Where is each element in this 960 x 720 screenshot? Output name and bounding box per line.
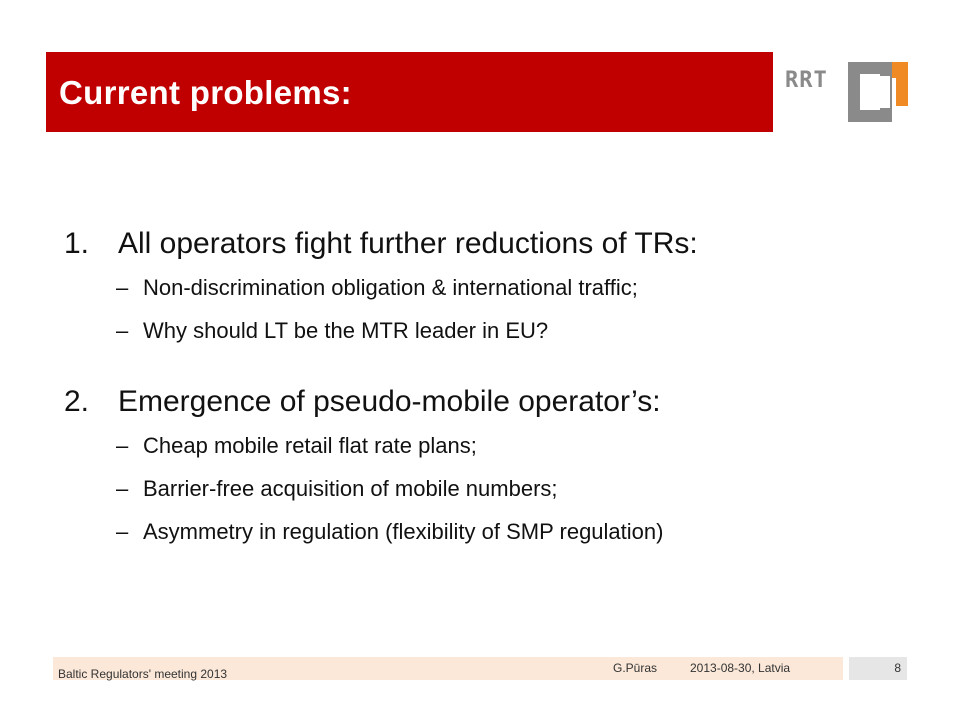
sub-point <box>64 510 924 553</box>
dash-bullet: – <box>116 476 129 501</box>
sub-point <box>64 467 924 510</box>
point-1 <box>64 222 924 266</box>
footer-event: Baltic Regulators' meeting 2013 <box>58 667 228 681</box>
logo-text: RRT <box>785 68 828 93</box>
dash-bullet: – <box>116 519 129 544</box>
dash-bullet: – <box>116 318 129 343</box>
dash-bullet: – <box>116 433 129 458</box>
page-number: 8 <box>894 661 901 675</box>
rrt-logo-icon <box>848 62 908 122</box>
sub-point-text: Why should LT be the MTR leader in EU? <box>143 318 549 343</box>
sub-point <box>64 309 924 352</box>
slide-title: Current problems: <box>59 74 352 111</box>
point-1-text: All operators fight further reductions of TRs: <box>118 227 698 260</box>
title-bar <box>46 52 773 132</box>
footer-date: 2013-08-30, Latvia <box>690 661 791 675</box>
sub-point-text: Barrier-free acquisition of mobile numbers; <box>143 476 558 501</box>
slide-content <box>64 222 924 553</box>
point-2 <box>64 380 924 424</box>
footer-bar <box>53 657 843 680</box>
sub-point <box>64 424 924 467</box>
point-1-number: 1. <box>64 227 90 260</box>
point-2-number: 2. <box>64 385 90 418</box>
sub-point-text: Asymmetry in regulation (flexibility of SMP regulation) <box>143 519 664 544</box>
sub-point-text: Non-discrimination obligation & international traffic; <box>143 275 638 300</box>
point-2-text: Emergence of pseudo-mobile operator’s: <box>118 385 661 418</box>
sub-point-text: Cheap mobile retail flat rate plans; <box>143 433 477 458</box>
page-number-box <box>849 657 907 680</box>
rrt-logo <box>785 62 910 124</box>
dash-bullet: – <box>116 275 129 300</box>
sub-point <box>64 266 924 309</box>
footer-author: G.Pūras <box>613 661 658 675</box>
